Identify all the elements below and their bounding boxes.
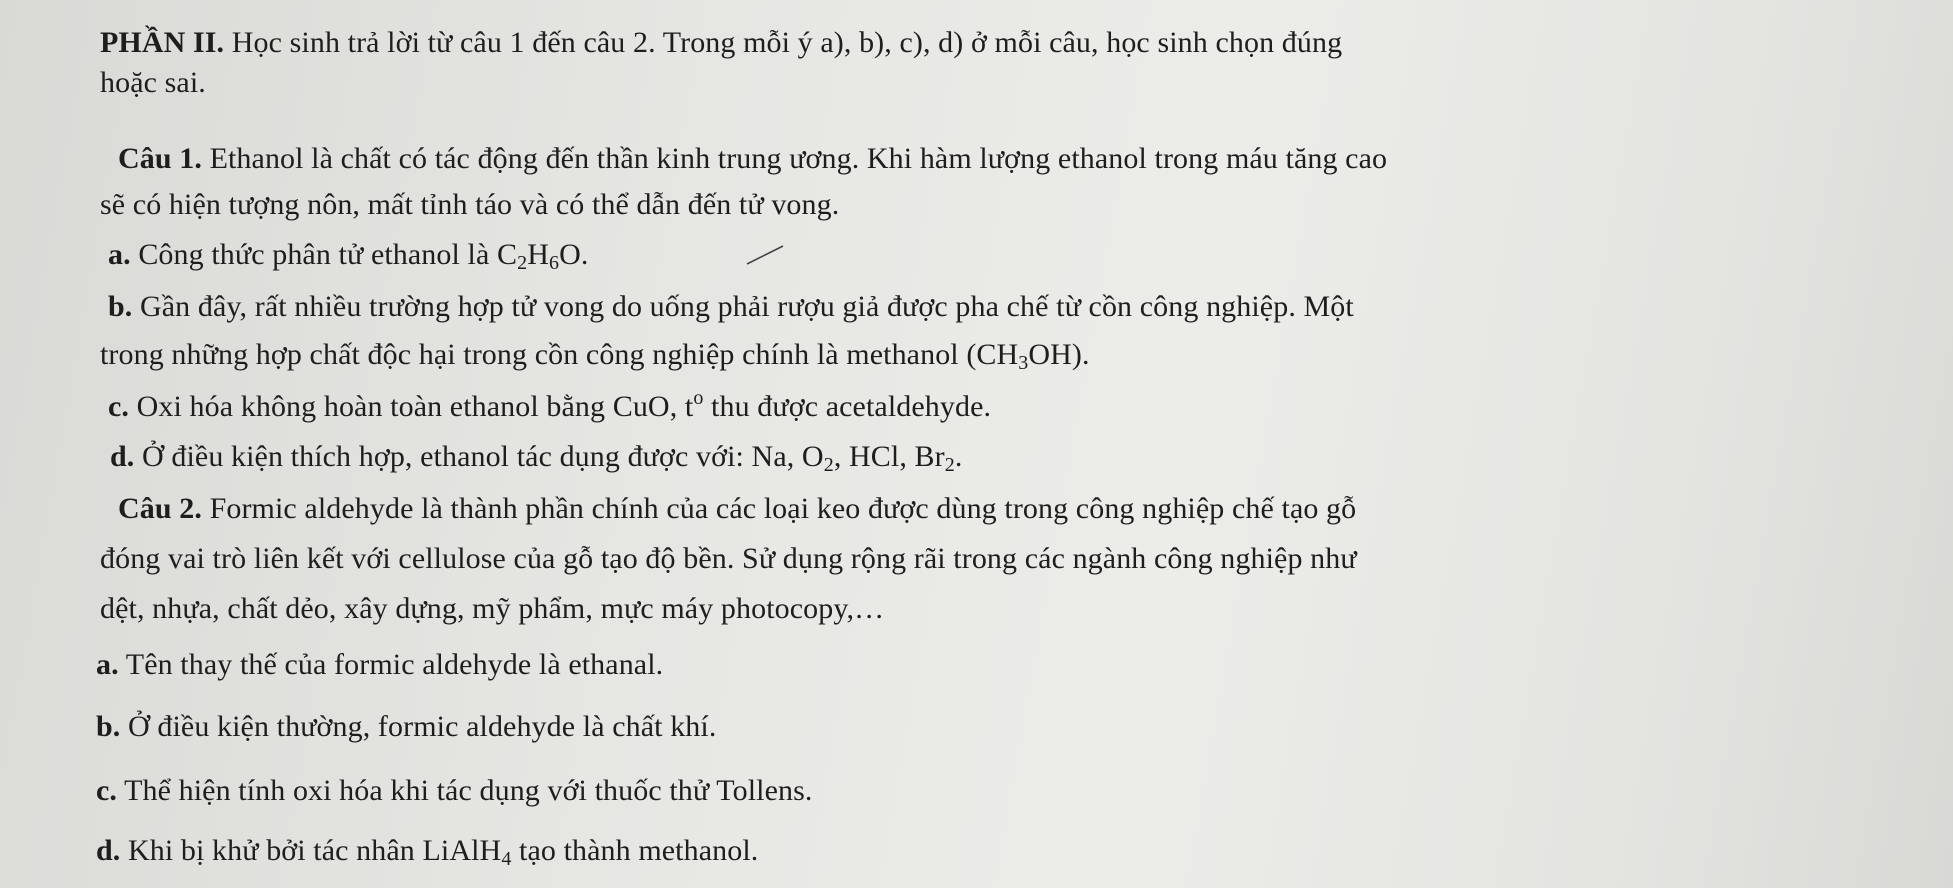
q1-stem-text-1: Ethanol là chất có tác động đến thần kinh trung ương. Khi hàm lượng ethanol trong máu tăng cao [209,142,1388,175]
q2-option-a-label: a. [96,648,119,681]
q1-option-d [110,438,962,476]
q1-option-b-line-1 [108,288,1354,326]
q1-option-b-line-2: trong những hợp chất độc hại trong cồn công nghiệp chính là methanol $(CH_3OH)$. [100,338,1090,374]
q2-option-b [96,708,716,746]
q1-option-d-label: d. [110,440,135,473]
q2-label: Câu 2. [118,492,202,525]
q1-option-c [108,388,991,426]
q2-stem-text-1: Formic aldehyde là thành phần chính của các loại keo được dùng trong công nghiệp chế tạo gỗ [209,492,1357,525]
q2-stem-line-3: dệt, nhựa, chất dẻo, xây dựng, mỹ phẩm, mực máy photocopy,… [100,592,885,625]
q1-option-a-text: Công thức phân tử ethanol là $C_2H_6O$. [138,238,589,274]
q2-option-c-text: Thể hiện tính oxi hóa khi tác dụng với thuốc thử Tollens. [124,774,813,807]
q1-option-a [108,236,588,274]
q1-option-b-text: Gần đây, rất nhiều trường hợp tử vong do uống phải rượu giả được pha chế từ cồn công nghiệp. Một [140,290,1354,323]
part-heading-line-1 [100,24,1342,62]
q2-option-b-label: b. [96,710,121,743]
q2-option-d-label: d. [96,834,121,867]
q2-stem-line-2: đóng vai trò liên kết với cellulose của gỗ tạo độ bền. Sử dụng rộng rãi trong các ngành công nghiệp như [100,542,1357,575]
q2-option-d [96,832,758,870]
q1-stem-line-2: sẽ có hiện tượng nôn, mất tỉnh táo và có thể dẫn đến tử vong. [100,188,840,221]
part-heading-line-2: hoặc sai. [100,66,206,99]
q1-label: Câu 1. [118,142,202,175]
q1-stem-line-1 [118,140,1387,178]
part-heading-text: Học sinh trả lời từ câu 1 đến câu 2. Trong mỗi ý a), b), c), d) ở mỗi câu, học sinh chọn đúng [231,26,1343,59]
q1-option-a-label: a. [108,238,131,271]
q2-option-c-label: c. [96,774,118,807]
q1-option-c-label: c. [108,390,130,423]
q2-option-d-text: Khi bị khử bởi tác nhân LiAlH$_4$ tạo thành methanol. [128,834,759,870]
q1-option-c-text: Oxi hóa không hoàn toàn ethanol bằng CuO, $t^o$ thu được acetaldehyde. [136,387,992,423]
q2-option-a [96,646,663,684]
q2-stem-line-1 [118,490,1356,528]
checkmark-icon [745,244,785,266]
q1-option-d-text: Ở điều kiện thích hợp, ethanol tác dụng được với: Na, $O_2$, HCl, $Br_2$. [142,440,963,476]
q1-option-b-label: b. [108,290,133,323]
part-heading-label: PHẦN II. [100,26,225,59]
q2-option-a-text: Tên thay thế của formic aldehyde là ethanal. [125,648,664,681]
q2-option-b-text: Ở điều kiện thường, formic aldehyde là chất khí. [128,710,717,743]
q2-option-c [96,772,812,810]
